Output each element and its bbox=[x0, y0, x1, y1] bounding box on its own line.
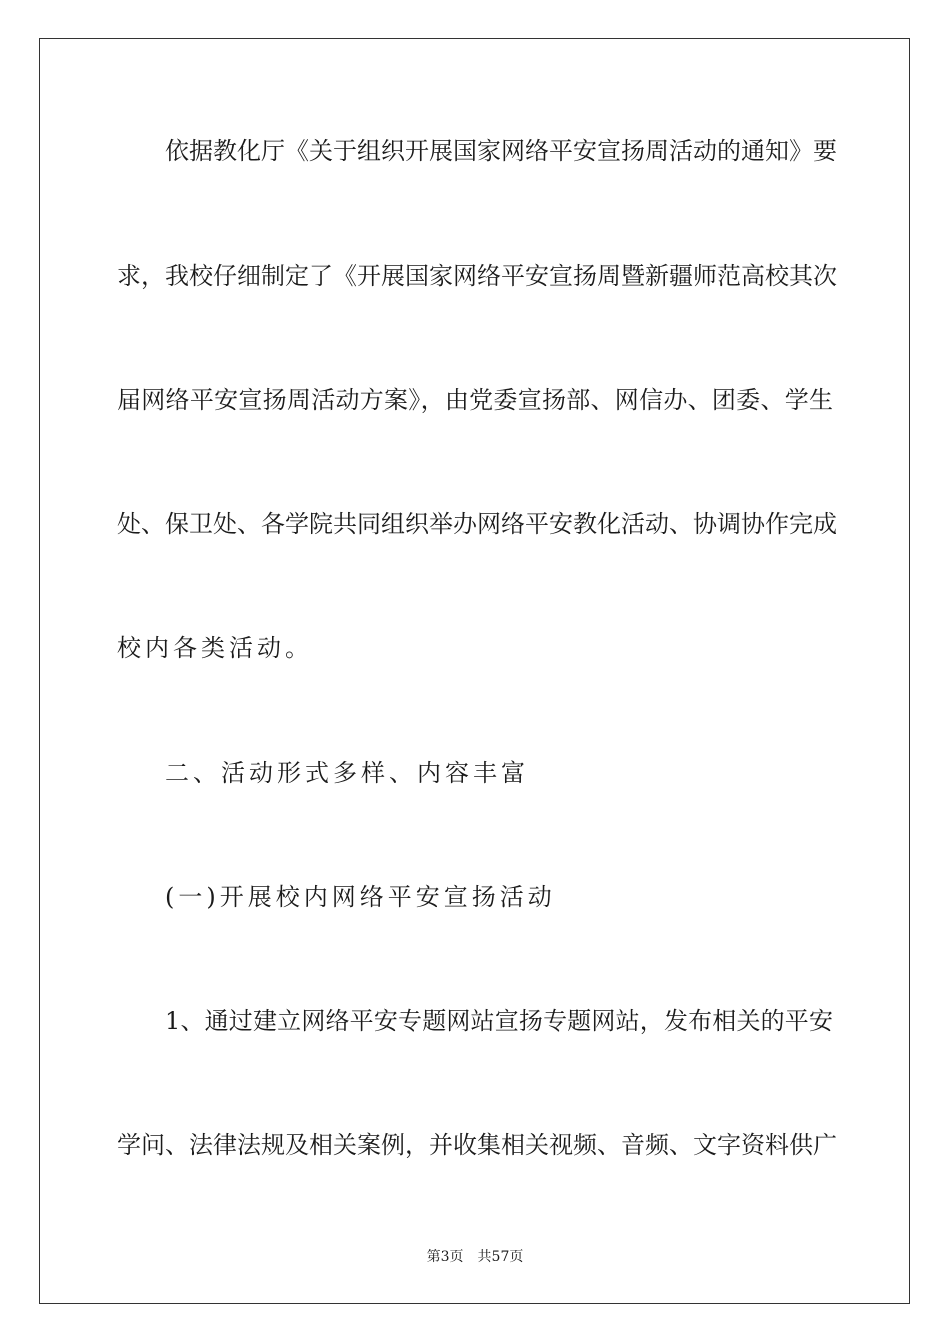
page-total: 共57页 bbox=[477, 1249, 524, 1265]
page-number: 第3页 bbox=[426, 1249, 464, 1265]
page-border bbox=[39, 38, 910, 1304]
section-heading: 二、活动形式多样、内容丰富 bbox=[165, 759, 529, 787]
paragraph-line-5: 校内各类活动。 bbox=[117, 634, 313, 662]
paragraph-line-7: 学问、法律法规及相关案例，并收集相关视频、音频、文字资料供广 bbox=[117, 1131, 837, 1159]
paragraph-line-4: 处、保卫处、各学院共同组织举办网络平安教化活动、协调协作完成 bbox=[117, 510, 837, 538]
paragraph-line-1: 依据教化厅《关于组织开展国家网络平安宣扬周活动的通知》要 bbox=[165, 137, 837, 165]
paragraph-line-3: 届网络平安宣扬周活动方案》，由党委宣扬部、网信办、团委、学生 bbox=[117, 386, 833, 414]
paragraph-line-2: 求，我校仔细制定了《开展国家网络平安宣扬周暨新疆师范高校其次 bbox=[117, 262, 837, 290]
subsection-heading: (一)开展校内网络平安宣扬活动 bbox=[165, 883, 556, 911]
page-footer bbox=[0, 1247, 950, 1267]
paragraph-line-6: 1、通过建立网络平安专题网站宣扬专题网站，发布相关的平安 bbox=[165, 1007, 833, 1035]
